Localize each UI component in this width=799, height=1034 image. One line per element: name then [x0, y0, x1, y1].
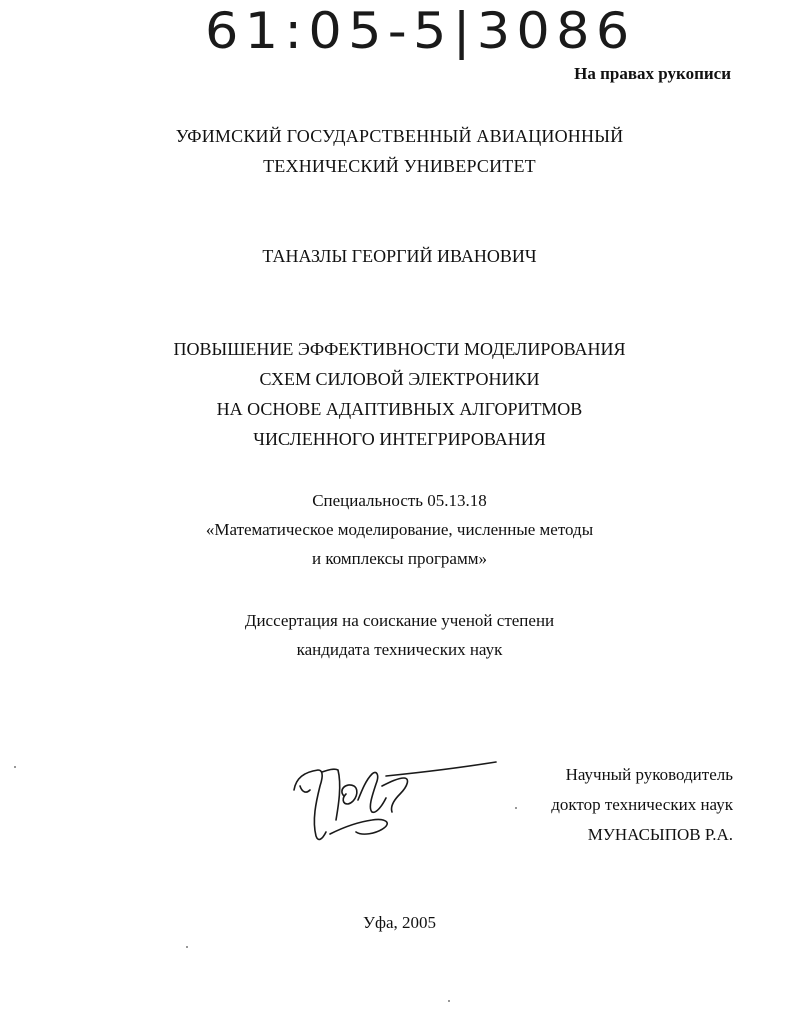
specialty-line-2: «Математическое моделирование, численные методы: [205, 520, 594, 539]
city-year: Уфа, 2005: [362, 913, 437, 932]
university-block: [0, 121, 799, 181]
university-line-1: УФИМСКИЙ ГОСУДАРСТВЕННЫЙ АВИАЦИОННЫЙ: [175, 126, 624, 146]
scan-speck: [448, 1000, 450, 1002]
rights-notice: На правах рукописи: [574, 64, 731, 83]
title-line-1: ПОВЫШЕНИЕ ЭФФЕКТИВНОСТИ МОДЕЛИРОВАНИЯ: [173, 339, 626, 359]
title-line-3: НА ОСНОВЕ АДАПТИВНЫХ АЛГОРИТМОВ: [216, 399, 583, 419]
dissertation-title: [0, 334, 799, 454]
specialty-line-3: и комплексы программ»: [312, 549, 487, 568]
title-line-4: ЧИСЛЕННОГО ИНТЕГРИРОВАНИЯ: [253, 429, 546, 449]
degree-block: [0, 606, 799, 664]
scan-speck: [515, 807, 517, 809]
handwritten-catalog-number: 61:05-5|3086: [205, 2, 636, 60]
degree-line-2: кандидата технических наук: [296, 640, 503, 659]
specialty-block: [0, 486, 799, 573]
university-line-2: ТЕХНИЧЕСКИЙ УНИВЕРСИТЕТ: [263, 156, 536, 176]
degree-line-1: Диссертация на соискание ученой степени: [244, 611, 555, 630]
scan-speck: [14, 766, 16, 768]
author-name: ТАНАЗЛЫ ГЕОРГИЙ ИВАНОВИЧ: [262, 246, 537, 266]
supervisor-role: Научный руководитель: [565, 765, 733, 784]
signature-image: [286, 756, 506, 848]
supervisor-degree: доктор технических наук: [551, 795, 733, 814]
specialty-line-1: Специальность 05.13.18: [312, 491, 487, 510]
supervisor-block: [551, 760, 733, 850]
supervisor-name: МУНАСЫПОВ Р.А.: [587, 825, 733, 844]
scan-speck: [186, 946, 188, 948]
title-line-2: СХЕМ СИЛОВОЙ ЭЛЕКТРОНИКИ: [259, 369, 540, 389]
